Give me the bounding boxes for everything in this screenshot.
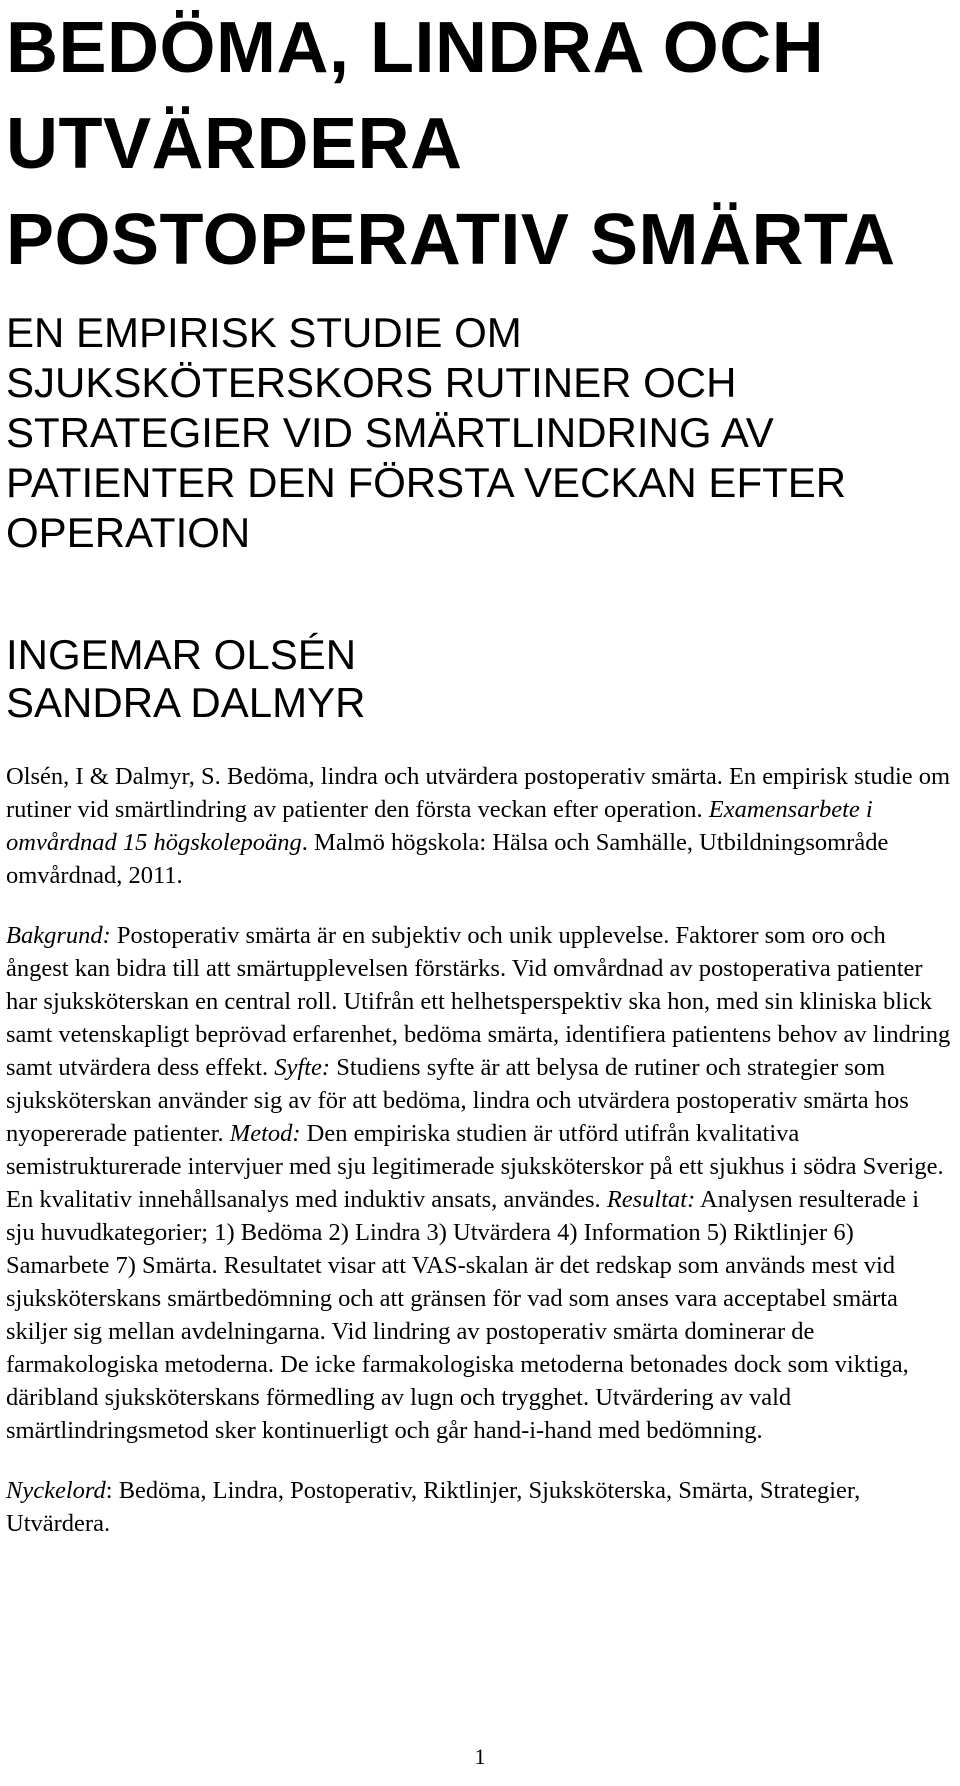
document-page <box>6 0 952 1540</box>
abstract-paragraph <box>6 919 952 1447</box>
title-line-1: BEDÖMA, LINDRA OCH <box>6 8 825 88</box>
metod-label: Metod: <box>229 1120 301 1147</box>
citation-paragraph <box>6 760 952 892</box>
syfte-label: Syfte: <box>274 1054 331 1081</box>
metod-text: Den empiriska studien är utförd utifrån kvalitativa semistrukturerade intervjuer med sju legitimerade sjuksköterskor på ett sjukhus i södra Sverige. En kvalitativ innehållsanalys med induktiv ansats, användes. <box>6 1120 944 1213</box>
author-2: SANDRA DALMYR <box>6 679 366 726</box>
resultat-text: Analysen resulterade i sju huvudkategorier; 1) Bedöma 2) Lindra 3) Utvärdera 4) Information 5) Riktlinjer 6) Samarbete 7) Smärta. Resultatet visar att VAS-skalan är det redskap som används mest vid sjuksköterskans smärtbedömning och att gränsen för vad som anses vara acceptabel smärta skiljer sig mellan avdelningarna. Vid lindring av postoperativ smärta dominerar de farmakologiska metoderna. De icke farmakologiska metoderna betonades dock som viktiga, däribland sjuksköterskans förmedling av lugn och trygghet. Utvärdering av vald smärtlindringsmetod sker kontinuerligt och går hand-i-hand med bedömning. <box>6 1186 920 1444</box>
page-number: 1 <box>474 1744 486 1769</box>
document-subtitle <box>6 308 952 558</box>
keywords-text: : Bedöma, Lindra, Postoperativ, Riktlinjer, Sjuksköterska, Smärta, Strategier, Utvärdera. <box>6 1477 861 1537</box>
author-1: INGEMAR OLSÉN <box>6 631 357 678</box>
resultat-label: Resultat: <box>606 1186 696 1213</box>
bakgrund-text: Postoperativ smärta är en subjektiv och unik upplevelse. Faktorer som oro och ångest kan bidra till att smärtupplevelsen förstärks. Vid omvårdnad av postoperativa patienter har sjuksköterskan en central roll. Utifrån ett helhetsperspektiv ska hon, med sin kliniska blick samt vetenskapligt beprövad erfarenhet, bedöma smärta, identifiera patientens behov av lindring samt utvärdera dess effekt. <box>6 922 951 1081</box>
subtitle-line-3: STRATEGIER VID SMÄRTLINDRING AV <box>6 409 774 456</box>
document-title <box>6 0 952 288</box>
bakgrund-label: Bakgrund: <box>6 922 111 949</box>
keywords-paragraph <box>6 1474 952 1540</box>
citation-publisher: . Malmö högskola: Hälsa och Samhälle, Utbildningsområde omvårdnad, 2011. <box>6 829 889 889</box>
authors <box>6 631 952 727</box>
title-line-2: UTVÄRDERA <box>6 104 463 184</box>
syfte-text: Studiens syfte är att belysa de rutiner och strategier som sjuksköterskan använder sig av för att bedöma, lindra och utvärdera postoperativ smärta hos nyopererade patienter. <box>6 1054 909 1147</box>
subtitle-line-1: EN EMPIRISK STUDIE OM <box>6 309 522 356</box>
citation-text: Olsén, I & Dalmyr, S. Bedöma, lindra och utvärdera postoperativ smärta. En empirisk studie om rutiner vid smärtlindring av patienter den första veckan efter operation. <box>6 763 951 823</box>
subtitle-line-2: SJUKSKÖTERSKORS RUTINER OCH <box>6 359 737 406</box>
title-line-3: POSTOPERATIV SMÄRTA <box>6 200 896 280</box>
subtitle-line-5: OPERATION <box>6 509 251 556</box>
citation-thesis-type: Examensarbete i omvårdnad 15 högskolepoäng <box>6 796 873 856</box>
keywords-label: Nyckelord <box>6 1477 106 1504</box>
subtitle-line-4: PATIENTER DEN FÖRSTA VECKAN EFTER <box>6 459 847 506</box>
